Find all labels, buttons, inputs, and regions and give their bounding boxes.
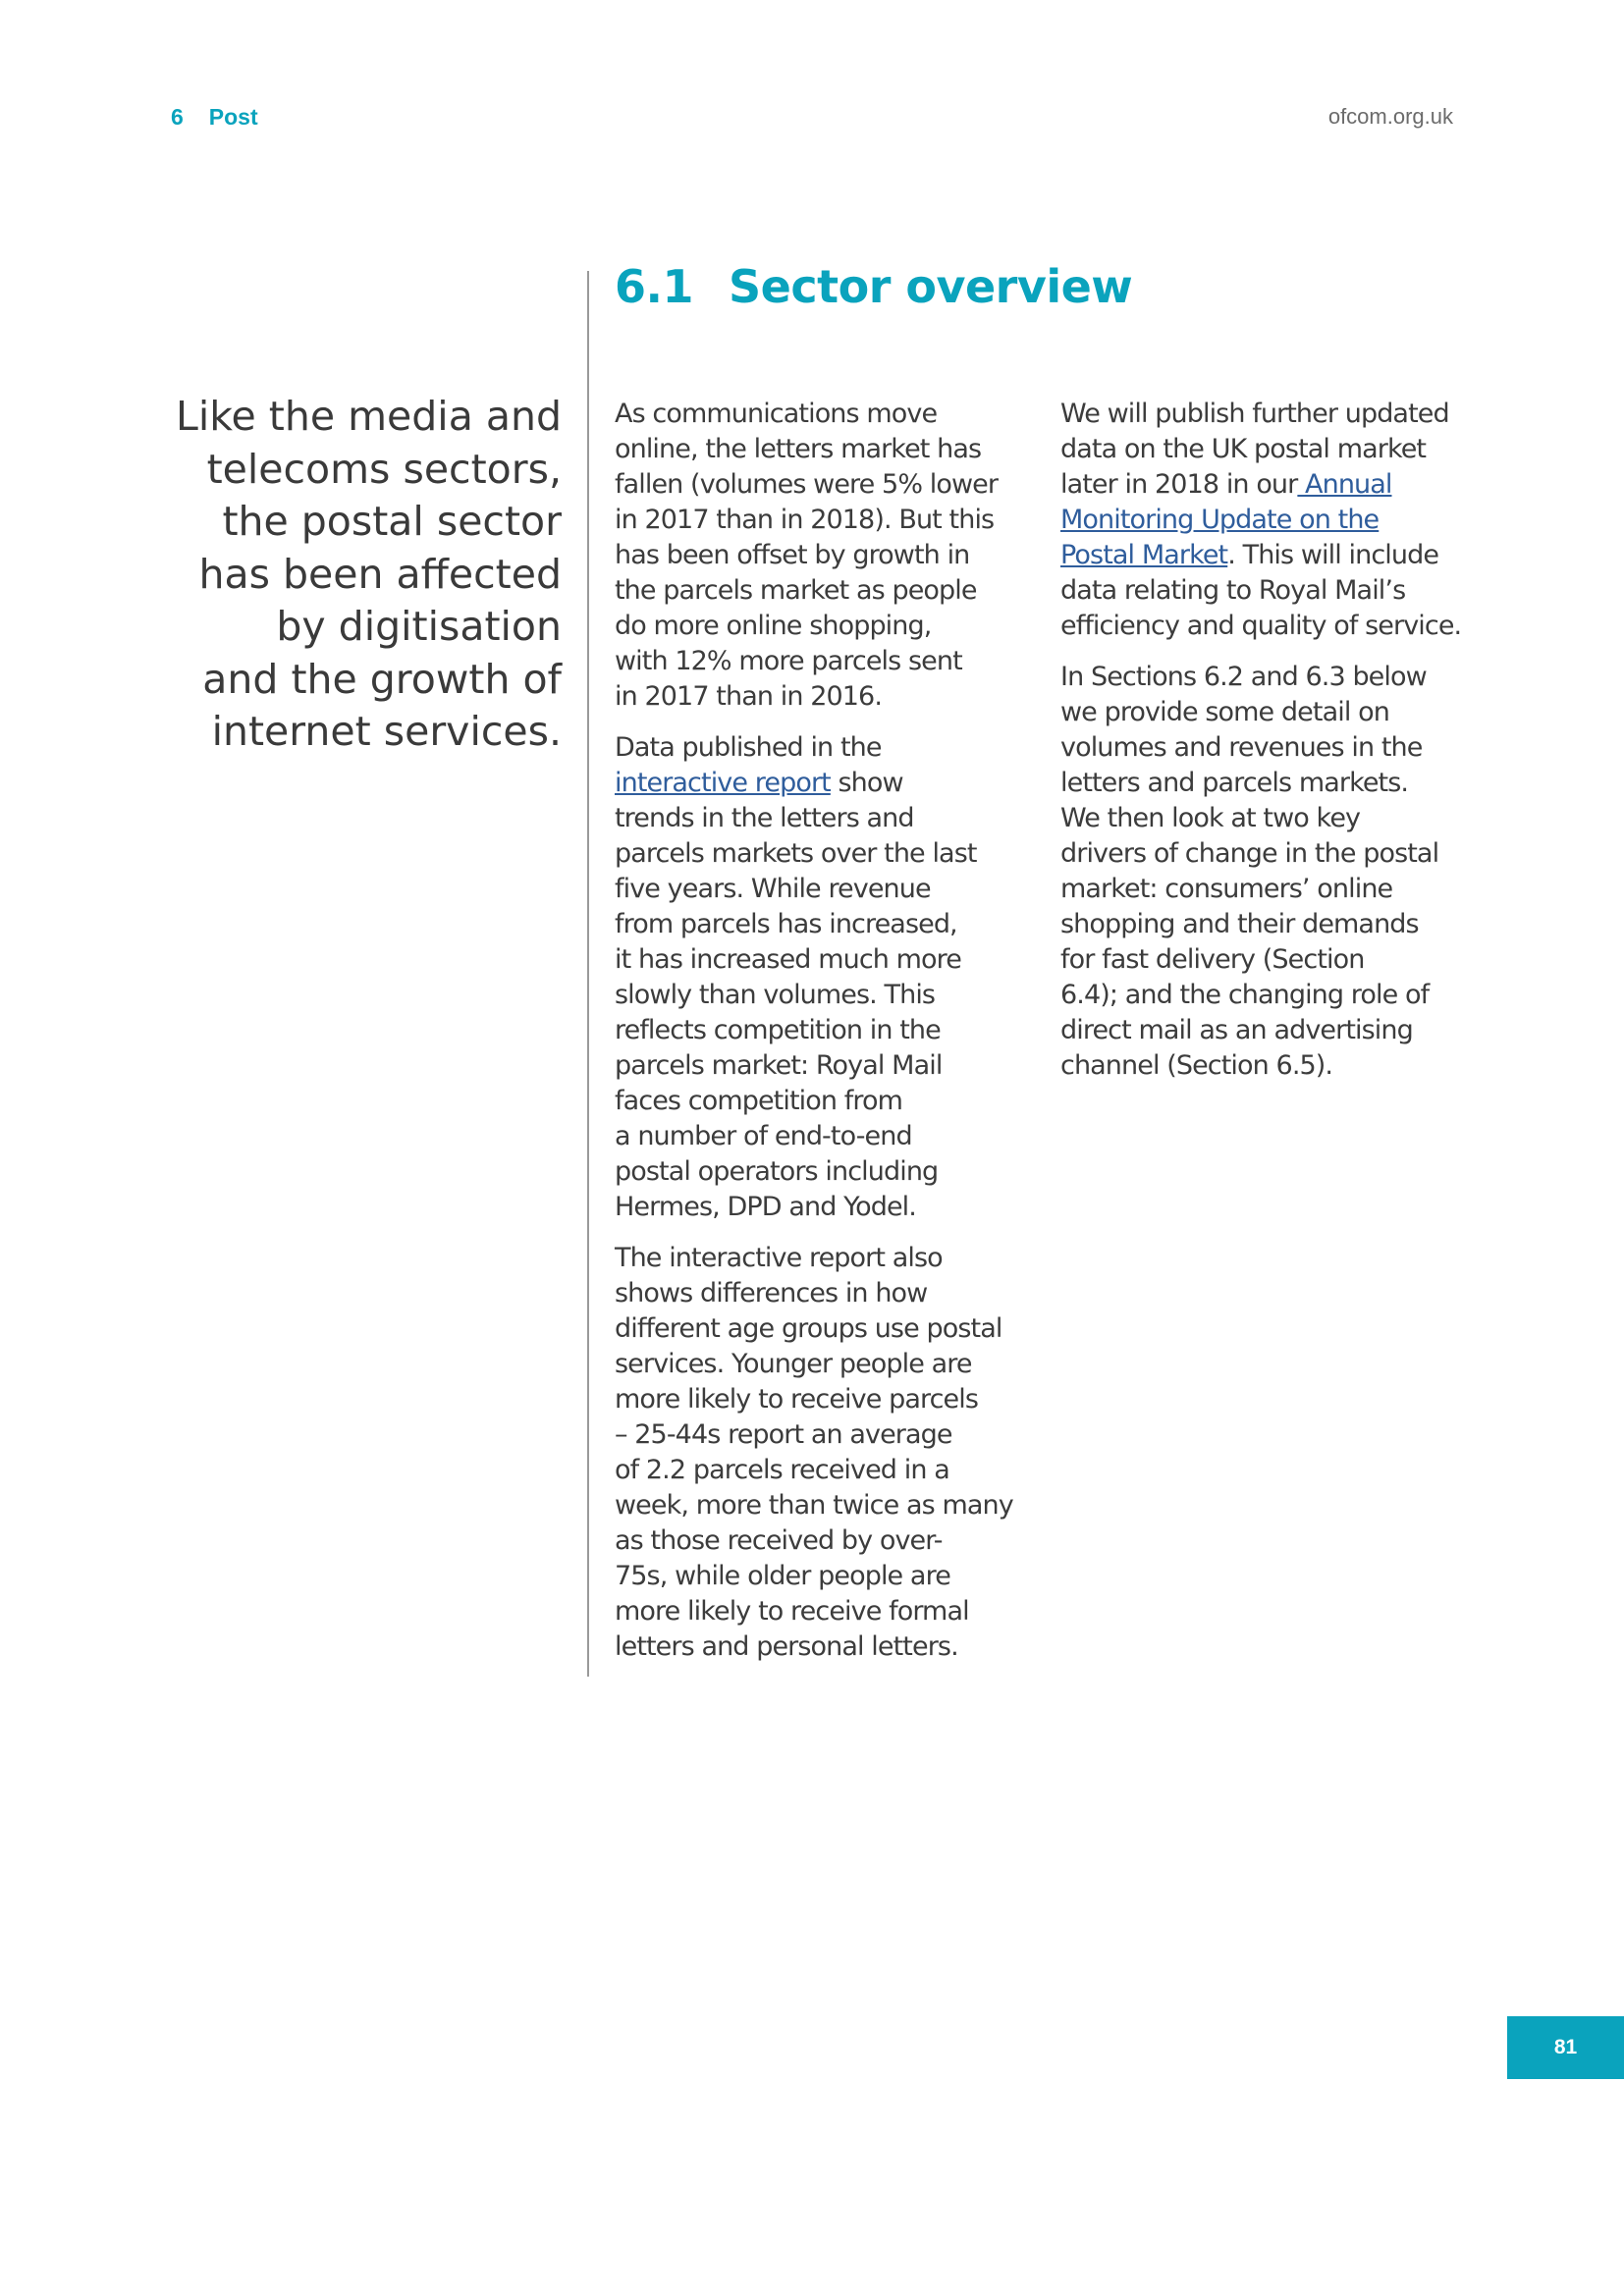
- annual-monitoring-update-link[interactable]: Annual: [1297, 469, 1392, 500]
- text-line: of 2.2 parcels received in a: [615, 1455, 949, 1485]
- text-line: services. Younger people are: [615, 1349, 972, 1379]
- text-line: we provide some detail on: [1060, 697, 1389, 727]
- pull-quote-line: internet services.: [211, 708, 562, 755]
- text-line: Data published in the: [615, 732, 882, 763]
- text-line: We then look at two key: [1060, 803, 1361, 833]
- text-line: faces competition from: [615, 1086, 902, 1116]
- text-line-with-link: [1060, 538, 1473, 573]
- text-line: five years. While revenue: [615, 874, 931, 904]
- column-divider: [587, 271, 589, 1677]
- pull-quote-line: the postal sector: [222, 498, 562, 545]
- text-line: volumes and revenues in the: [1060, 732, 1423, 763]
- text-line: with 12% more parcels sent: [615, 646, 962, 676]
- pull-quote-line: telecoms sectors,: [206, 445, 562, 493]
- text-line: Hermes, DPD and Yodel.: [615, 1192, 916, 1222]
- text-line: data relating to Royal Mail’s: [1060, 575, 1406, 606]
- interactive-report-link[interactable]: interactive report: [615, 768, 831, 798]
- text-line: 6.4); and the changing role of: [1060, 980, 1430, 1010]
- body-column-left: [615, 397, 1027, 1681]
- text-line: postal operators including: [615, 1156, 939, 1187]
- text-line: parcels markets over the last: [615, 838, 977, 869]
- section-title: [615, 260, 1132, 313]
- text-line: direct mail as an advertising: [1060, 1015, 1413, 1045]
- text-line: different age groups use postal: [615, 1313, 1002, 1344]
- paragraph-further-updates: [1060, 397, 1473, 644]
- pull-quote-line: has been affected: [198, 550, 562, 598]
- text-line: for fast delivery (Section: [1060, 944, 1365, 975]
- paragraph-communications: [615, 397, 1027, 715]
- text-line-with-link: [615, 766, 1027, 801]
- text-line: market: consumers’ online: [1060, 874, 1393, 904]
- text-line: more likely to receive parcels: [615, 1384, 979, 1415]
- text-line: in 2017 than in 2018). But this: [615, 505, 995, 535]
- text-line: – 25-44s report an average: [615, 1419, 952, 1450]
- annual-monitoring-update-link[interactable]: Monitoring Update on the: [1060, 505, 1380, 535]
- pull-quote: [147, 391, 562, 759]
- section-title-text: Sector overview: [729, 260, 1133, 313]
- text-line: We will publish further updated: [1060, 399, 1449, 429]
- text-line: slowly than volumes. This: [615, 980, 936, 1010]
- text-fragment: later in 2018 in our: [1060, 469, 1298, 500]
- text-line: has been offset by growth in: [615, 540, 970, 570]
- page-number-badge: 81: [1507, 2016, 1624, 2079]
- text-line: trends in the letters and: [615, 803, 914, 833]
- text-line: channel (Section 6.5).: [1060, 1050, 1333, 1081]
- text-line: As communications move: [615, 399, 938, 429]
- annual-monitoring-update-link[interactable]: Postal Market: [1060, 540, 1228, 570]
- text-line: In Sections 6.2 and 6.3 below: [1060, 662, 1427, 692]
- text-line: data on the UK postal market: [1060, 434, 1427, 464]
- text-line: efficiency and quality of service.: [1060, 611, 1462, 641]
- text-line: parcels market: Royal Mail: [615, 1050, 943, 1081]
- text-fragment: . This will include: [1227, 540, 1439, 570]
- header-site-url: ofcom.org.uk: [1327, 104, 1453, 129]
- text-fragment: show: [830, 768, 903, 798]
- section-title-number: 6.1: [615, 260, 693, 313]
- header-section-number: 6: [171, 104, 184, 130]
- text-line: fallen (volumes were 5% lower: [615, 469, 999, 500]
- paragraph-sections-overview: [1060, 660, 1473, 1084]
- text-line: the parcels market as people: [615, 575, 977, 606]
- pull-quote-line: Like the media and: [176, 393, 562, 440]
- text-line: 75s, while older people are: [615, 1561, 950, 1591]
- header-section-name: Post: [208, 104, 258, 130]
- text-line: reflects competition in the: [615, 1015, 941, 1045]
- text-line: The interactive report also: [615, 1243, 943, 1273]
- body-column-right: [1060, 397, 1473, 1099]
- text-line: as those received by over-: [615, 1525, 943, 1556]
- text-line: shows differences in how: [615, 1278, 928, 1308]
- text-line: letters and personal letters.: [615, 1631, 958, 1662]
- text-line-with-link: [1060, 503, 1473, 538]
- paragraph-age-groups: [615, 1241, 1027, 1665]
- text-line: letters and parcels markets.: [1060, 768, 1409, 798]
- text-line: a number of end-to-end: [615, 1121, 912, 1151]
- text-line: online, the letters market has: [615, 434, 982, 464]
- text-line: drivers of change in the postal: [1060, 838, 1439, 869]
- text-line: week, more than twice as many: [615, 1490, 1013, 1521]
- pull-quote-line: by digitisation: [276, 603, 562, 650]
- text-line: it has increased much more: [615, 944, 961, 975]
- text-line: shopping and their demands: [1060, 909, 1419, 939]
- text-line: from parcels has increased,: [615, 909, 957, 939]
- text-line: more likely to receive formal: [615, 1596, 969, 1627]
- text-line-with-link: [1060, 467, 1473, 503]
- paragraph-data-published: [615, 730, 1027, 1225]
- pull-quote-line: and the growth of: [202, 655, 562, 703]
- running-header-section: [171, 104, 258, 131]
- text-line: in 2017 than in 2016.: [615, 681, 883, 712]
- text-line: do more online shopping,: [615, 611, 932, 641]
